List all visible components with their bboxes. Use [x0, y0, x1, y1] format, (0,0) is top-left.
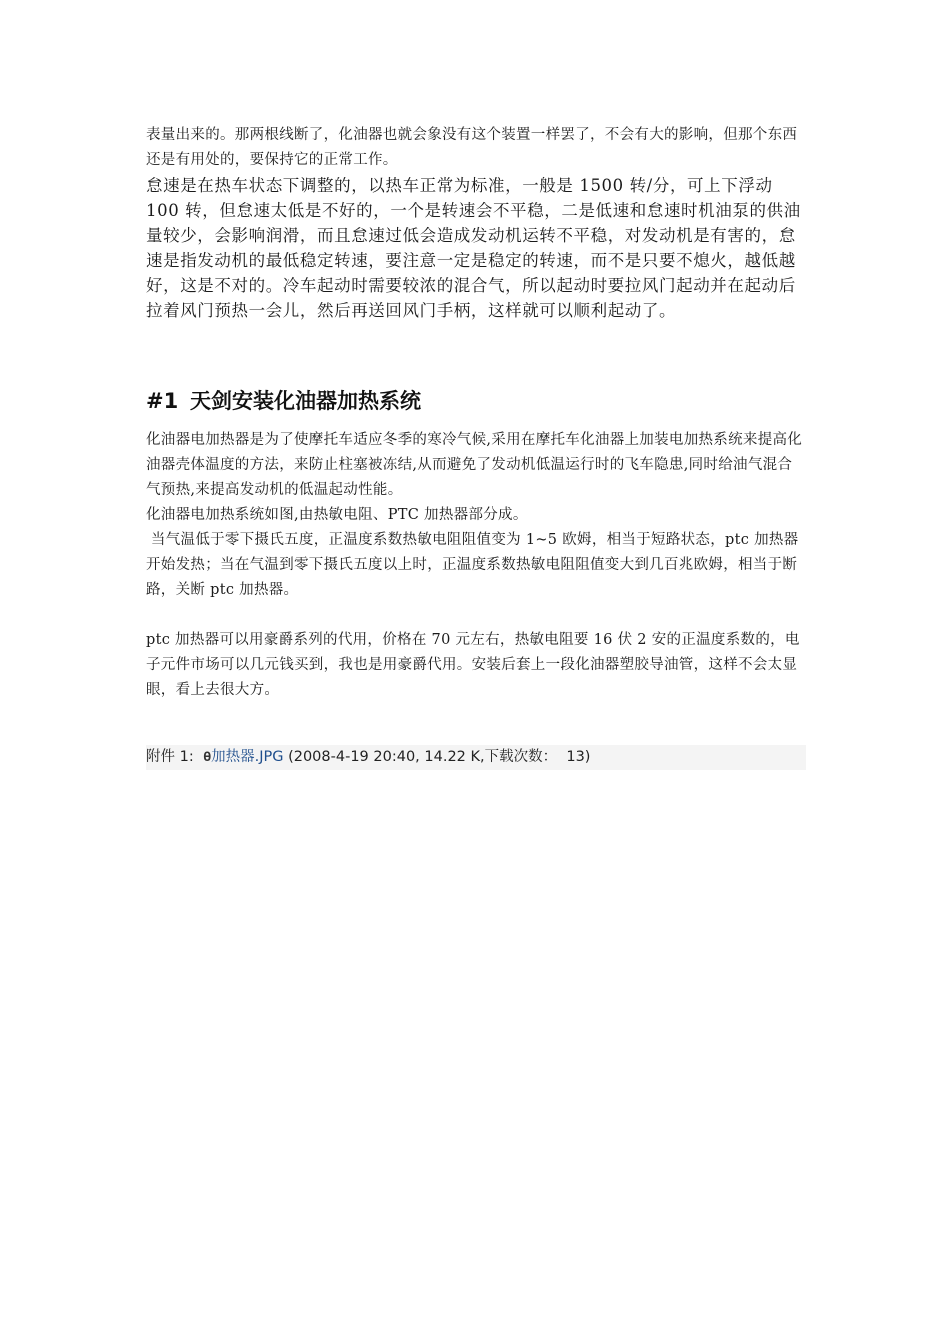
attachment-info: (2008-4-19 20:40, 14.22 K,下载次数： 13) [288, 749, 591, 765]
paragraph-parts-cost: ptc 加热器可以用豪爵系列的代用，价格在 70 元左右，热敏电阻要 16 伏 2 安的正温度系数的，电子元件市场可以几元钱买到，我也是用豪爵代用。安装后套上一段化油器塑胶导油管，这样不会太显眼，看上去很大方。 [146, 632, 800, 698]
section-title: 天剑安装化油器加热系统 [190, 389, 421, 413]
paragraph-system-parts: 化油器电加热系统如图,由热敏电阻、PTC 加热器部分成。 [146, 507, 528, 523]
section-number: #1 [146, 389, 179, 413]
attachment-file-link[interactable]: 加热器.JPG [211, 749, 284, 765]
attachment-label: 附件 [146, 749, 175, 765]
paragraph-intro: 表量出来的。那两根线断了，化油器也就会象没有这个装置一样罢了，不会有大的影响，但那个东西还是有用处的，要保持它的正常工作。 [146, 127, 798, 168]
section-heading [146, 386, 806, 416]
document-page [146, 123, 806, 770]
paragraph-thermistor-behavior: 当气温低于零下摄氏五度，正温度系数热敏电阻阻值变为 1~5 欧姆，相当于短路状态，ptc 加热器开始发热；当在气温到零下摄氏五度以上时，正温度系数热敏电阻阻值变大到几百兆欧姆，相当于断路，关断 ptc 加热器。 [146, 532, 799, 598]
paragraph-idle-speed: 怠速是在热车状态下调整的，以热车正常为标准，一般是 1500 转/分，可上下浮动 100 转，但怠速太低是不好的，一个是转速会不平稳，二是低速和怠速时机油泵的供油量较少，会影响润滑，而且怠速过低会造成发动机运转不平稳，对发动机是有害的，怠速是指发动机的最低稳定转速，要注意一定是稳定的转速，而不是只要不熄火，越低越好，这是不对的。冷车起动时需要较浓的混合气，所以起动时要拉风门起动并在起动后拉着风门预热一会儿，然后再送回风门手柄，这样就可以顺利起动了。 [146, 176, 801, 320]
attachment-bar [146, 745, 806, 770]
attachment-index: 1: [179, 749, 194, 765]
paragraph-heater-purpose: 化油器电加热器是为了使摩托车适应冬季的寒冷气候,采用在摩托车化油器上加装电加热系统来提高化油器壳体温度的方法，来防止柱塞被冻结,从而避免了发动机低温运行时的飞车隐患,同时给油气混合气预热,来提高发动机的低温起动性能。 [146, 432, 803, 498]
paperclip-icon: 𝛉 [203, 750, 212, 765]
